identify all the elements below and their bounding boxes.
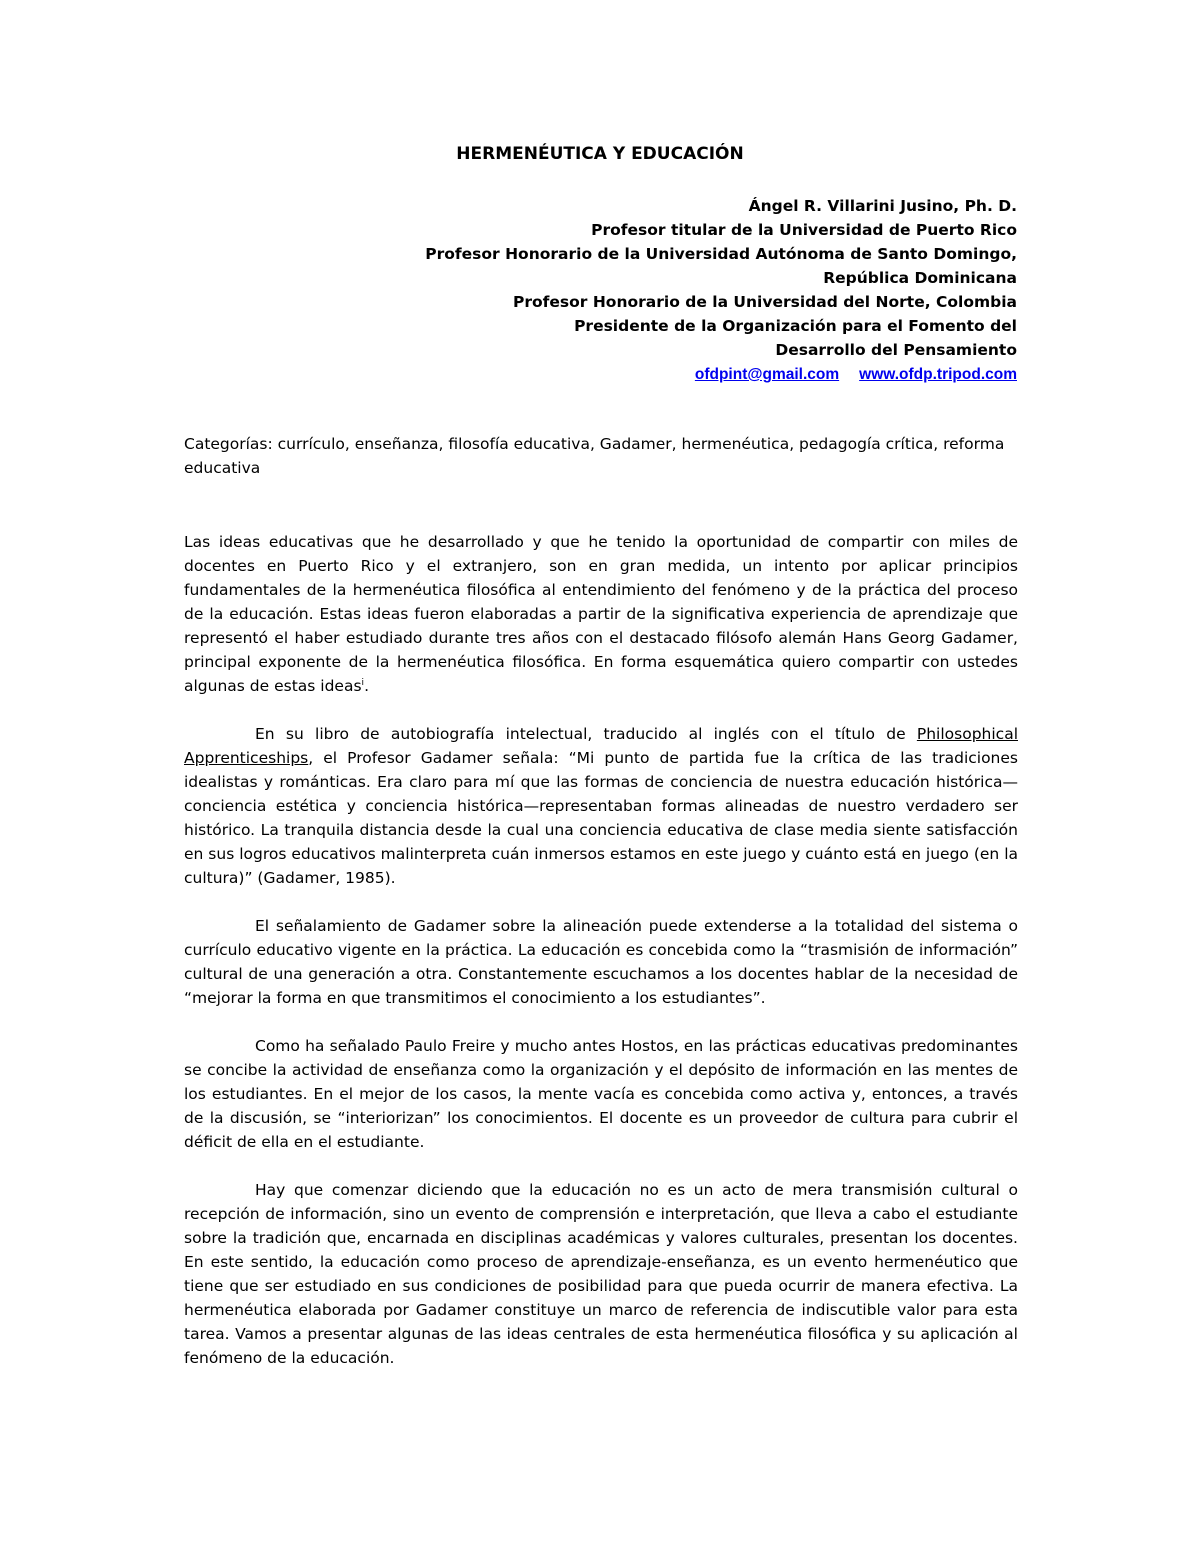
categories-line: Categorías: currículo, enseñanza, filosofía educativa, Gadamer, hermenéutica, pedagogía crítica, reforma educativa — [184, 435, 1005, 477]
document-body — [184, 530, 1018, 1394]
author-block — [377, 194, 1017, 387]
paragraph-5: Hay que comenzar diciendo que la educación no es un acto de mera transmisión cultural o recepción de información, sino un evento de comprensión e interpretación, que lleva a cabo el estudiante sobre la tradición que, encarnada en disciplinas académicas y valores culturales, presentan los docentes. En este sentido, la educación como proceso de aprendizaje-enseñanza, es un evento hermenéutico que tiene que ser estudiado en sus condiciones de posibilidad para que pueda ocurrir de manera efectiva. La hermenéutica elaborada por Gadamer constituye un marco de referencia de indiscutible valor para esta tarea. Vamos a presentar algunas de las ideas centrales de esta hermenéutica filosófica y su aplicación al fenómeno de la educación. — [184, 1181, 1018, 1367]
author-affiliation-6: Desarrollo del Pensamiento — [775, 341, 1017, 359]
paragraph-2 — [184, 722, 1018, 890]
footnote-marker[interactable]: i — [361, 677, 365, 688]
author-affiliation-4: Profesor Honorario de la Universidad del Norte, Colombia — [513, 293, 1017, 311]
paragraph-4: Como ha señalado Paulo Freire y mucho antes Hostos, en las prácticas educativas predominantes se concibe la actividad de enseñanza como la organización y el depósito de información en las mentes de los estudiantes. En el mejor de los casos, la mente vacía es concebida como activa y, entonces, a través de la discusión, se “interiorizan” los conocimientos. El docente es un proveedor de cultura para cubrir el déficit de ella en el estudiante. — [184, 1037, 1018, 1151]
paragraph-2-text-b: , el Profesor Gadamer señala: “Mi punto de partida fue la crítica de las tradiciones idealistas y románticas. Era claro para mí que las formas de conciencia de nuestra educación histórica—conciencia estética y conciencia histórica—representaban formas alineadas de nuestro verdadero ser histórico. La tranquila distancia desde la cual una conciencia educativa de clase media siente satisfacción en sus logros educativos malinterpreta cuán inmersos estamos en este juego y cuánto está en juego (en la cultura)” (Gadamer, 1985). — [184, 749, 1018, 887]
author-links — [377, 362, 1017, 387]
author-name: Ángel R. Villarini Jusino, Ph. D. — [748, 197, 1017, 215]
paragraph-1-text: Las ideas educativas que he desarrollado y que he tenido la oportunidad de compartir con miles de docentes en Puerto Rico y el extranjero, son en gran medida, un intento por aplicar principios fundamentales de la hermenéutica filosófica al entendimiento del fenómeno y de la práctica del proceso de la educación. Estas ideas fueron elaboradas a partir de la significativa experiencia de aprendizaje que representó el haber estudiado durante tres años con el destacado filósofo alemán Hans Georg Gadamer, principal exponente de la hermenéutica filosófica. En forma esquemática quiero compartir con ustedes algunas de estas ideas — [184, 533, 1018, 695]
paragraph-1-end: . — [364, 677, 369, 695]
book-title: Philosophical Apprenticeships — [184, 725, 1018, 767]
author-affiliation-2: Profesor Honorario de la Universidad Autónoma de Santo Domingo, — [425, 245, 1017, 263]
document-title: HERMENÉUTICA Y EDUCACIÓN — [456, 144, 744, 164]
author-affiliation-5: Presidente de la Organización para el Fomento del — [574, 317, 1017, 335]
paragraph-3: El señalamiento de Gadamer sobre la alineación puede extenderse a la totalidad del sistema o currículo educativo vigente en la práctica. La educación es concebida como la “trasmisión de información” cultural de una generación a otra. Constantemente escuchamos a los docentes hablar de la necesidad de “mejorar la forma en que transmitimos el conocimiento a los estudiantes”. — [184, 917, 1018, 1007]
email-link[interactable]: ofdpint@gmail.com — [694, 366, 840, 383]
paragraph-1 — [184, 530, 1018, 698]
paragraph-2-text-a: En su libro de autobiografía intelectual, traducido al inglés con el título de — [255, 725, 917, 743]
website-link[interactable]: www.ofdp.tripod.com — [859, 366, 1017, 383]
author-affiliation-3: República Dominicana — [823, 269, 1017, 287]
author-affiliation-1: Profesor titular de la Universidad de Puerto Rico — [591, 221, 1017, 239]
